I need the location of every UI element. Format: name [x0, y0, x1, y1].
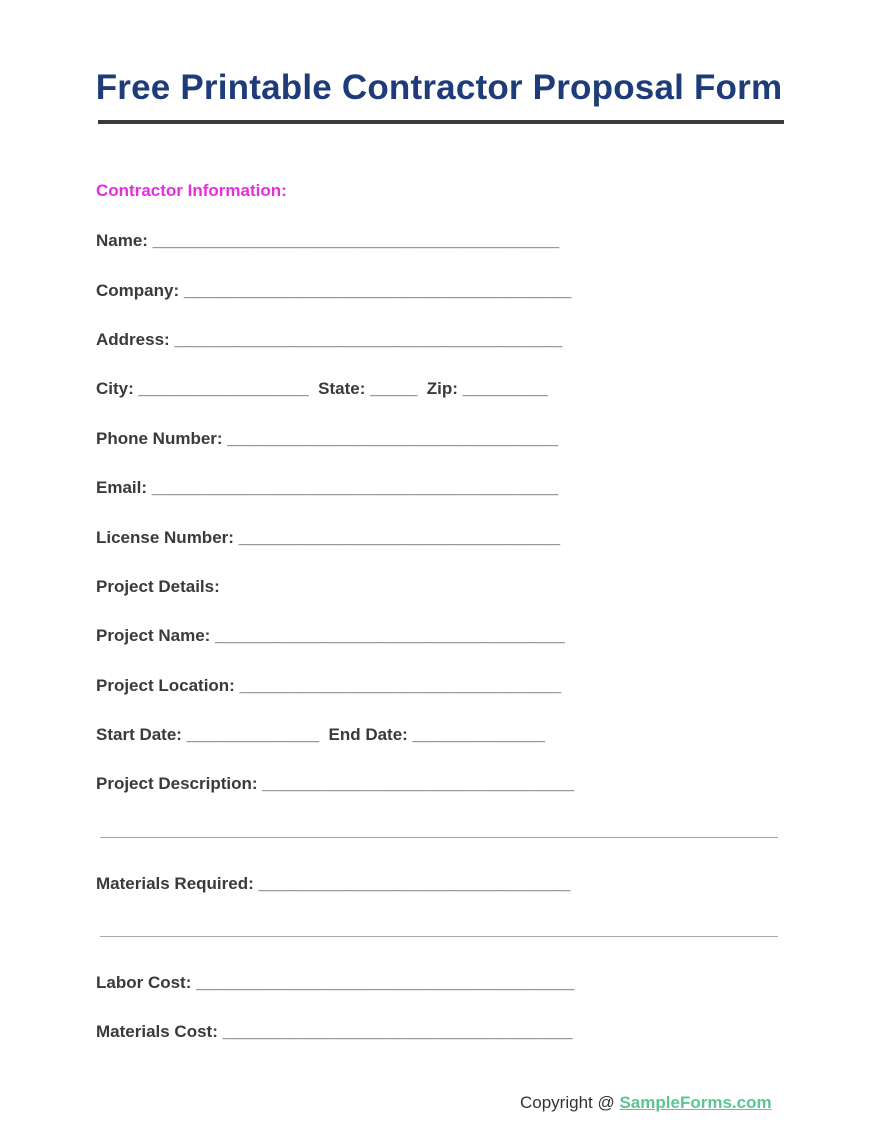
title-underline	[98, 120, 784, 124]
project-location-field[interactable]: Project Location: __________________________________	[96, 676, 562, 695]
divider-line	[100, 837, 778, 838]
labor-cost-field[interactable]: Labor Cost: ________________________________________	[96, 973, 575, 992]
materials-cost-field[interactable]: Materials Cost: _____________________________________	[96, 1022, 573, 1041]
materials-required-field[interactable]: Materials Required: _________________________________	[96, 874, 571, 893]
project-description-field[interactable]: Project Description: _________________________________	[96, 774, 575, 793]
project-name-field[interactable]: Project Name: _____________________________________	[96, 626, 565, 645]
license-number-field[interactable]: License Number: __________________________________	[96, 528, 561, 547]
phone-number-field[interactable]: Phone Number: ___________________________________	[96, 429, 559, 448]
section-contractor-information: Contractor Information:	[96, 181, 287, 200]
divider-line	[100, 936, 778, 937]
company-field[interactable]: Company: _________________________________________	[96, 281, 572, 300]
start-end-date-field[interactable]: Start Date: ______________ End Date: ______________	[96, 725, 545, 744]
project-details-heading: Project Details:	[96, 577, 220, 596]
name-field[interactable]: Name: ___________________________________________	[96, 231, 560, 250]
copyright-text: Copyright @	[520, 1093, 620, 1112]
copyright-footer	[520, 1093, 772, 1113]
city-state-zip-field[interactable]: City: __________________ State: _____ Zip: _________	[96, 379, 548, 398]
page-title: Free Printable Contractor Proposal Form	[95, 68, 783, 107]
email-field[interactable]: Email: ___________________________________________	[96, 478, 559, 497]
address-field[interactable]: Address: _________________________________________	[96, 330, 563, 349]
brand-link[interactable]: SampleForms.com	[619, 1093, 772, 1112]
